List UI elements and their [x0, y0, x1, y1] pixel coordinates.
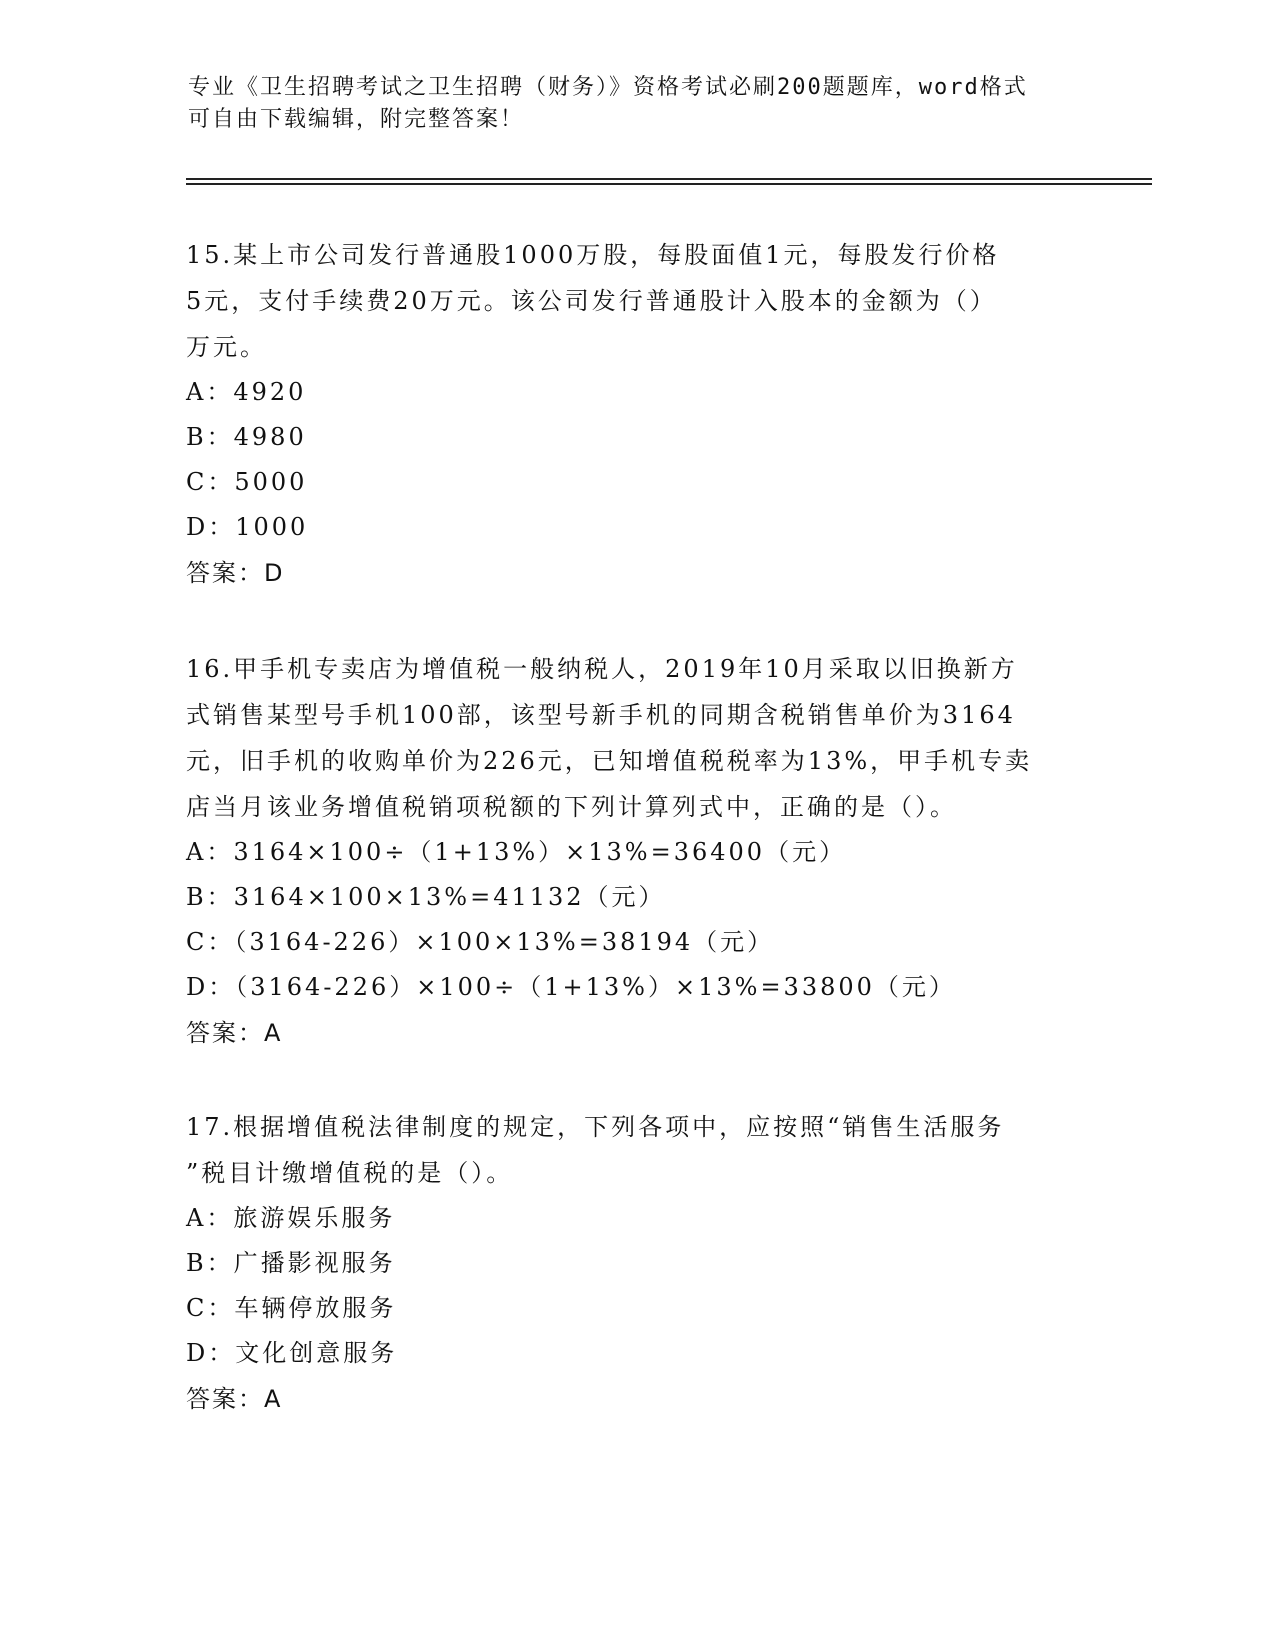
question-line: 式销售某型号手机100部，该型号新手机的同期含税销售单价为3164 [186, 701, 1016, 729]
option-a: A：4920 [186, 378, 307, 406]
answer: 答案：D [186, 559, 285, 587]
question-line: 店当月该业务增值税销项税额的下列计算列式中，正确的是（）。 [186, 793, 957, 821]
header-line-2: 可自由下载编辑，附完整答案！ [188, 107, 525, 132]
question-line: 17.根据增值税法律制度的规定，下列各项中，应按照“销售生活服务 [186, 1113, 1005, 1141]
option-c: C：车辆停放服务 [186, 1294, 397, 1322]
header-divider-top [186, 178, 1152, 180]
option-b: B：3164×100×13%=41132（元） [186, 883, 666, 911]
option-d: D：1000 [186, 513, 309, 541]
question-16 [186, 646, 1086, 1056]
option-a: A：旅游娱乐服务 [186, 1204, 396, 1232]
header-line-1: 专业《卫生招聘考试之卫生招聘（财务）》资格考试必刷200题题库，word格式 [188, 75, 1028, 100]
option-d: D：（3164-226）×100÷（1+13%）×13%=33800（元） [186, 973, 956, 1001]
question-17 [186, 1104, 1086, 1422]
question-line: 5元，支付手续费20万元。该公司发行普通股计入股本的金额为（） [186, 287, 997, 315]
option-b: B：4980 [186, 423, 307, 451]
option-d: D：文化创意服务 [186, 1339, 398, 1367]
option-c: C：5000 [186, 468, 308, 496]
answer: 答案：A [186, 1385, 283, 1413]
document-header [188, 72, 1068, 136]
question-line: ”税目计缴增值税的是（）。 [186, 1159, 514, 1187]
option-c: C：（3164-226）×100×13%=38194（元） [186, 928, 775, 956]
question-line: 16.甲手机专卖店为增值税一般纳税人，2019年10月采取以旧换新方 [186, 655, 1018, 683]
question-line: 元，旧手机的收购单价为226元，已知增值税税率为13%，甲手机专卖 [186, 747, 1033, 775]
question-line: 万元。 [186, 333, 267, 361]
option-a: A：3164×100÷（1+13%）×13%=36400（元） [186, 838, 847, 866]
question-15 [186, 232, 1086, 596]
option-b: B：广播影视服务 [186, 1249, 396, 1277]
question-line: 15.某上市公司发行普通股1000万股，每股面值1元，每股发行价格 [186, 241, 1000, 269]
answer: 答案：A [186, 1019, 283, 1047]
header-divider-bottom [186, 183, 1152, 185]
